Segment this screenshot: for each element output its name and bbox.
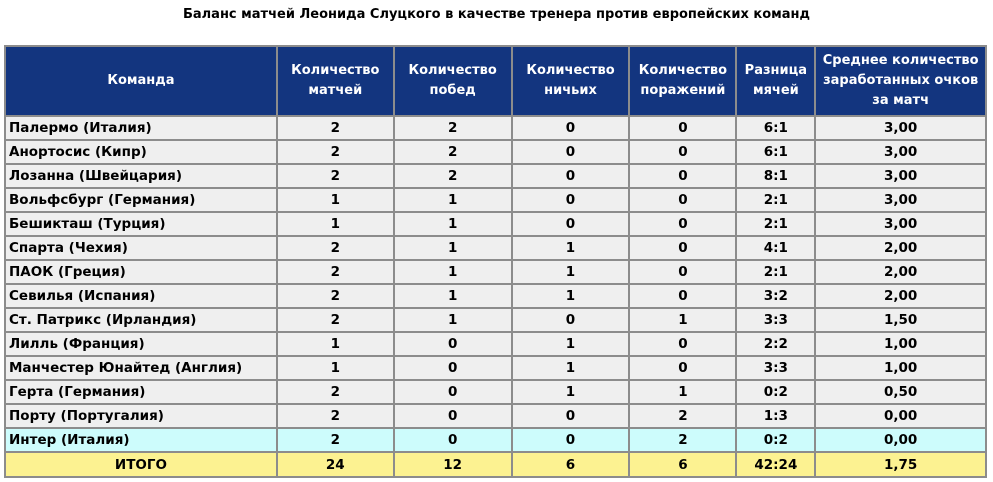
average-points-cell: 2,00 xyxy=(816,261,987,285)
matches-cell: 2 xyxy=(278,261,395,285)
wins-cell: 2 xyxy=(395,117,513,141)
team-cell: Лилль (Франция) xyxy=(6,333,278,357)
total-losses: 6 xyxy=(630,453,737,478)
goal-difference-cell: 0:2 xyxy=(737,381,816,405)
total-draws: 6 xyxy=(513,453,631,478)
team-cell: Спарта (Чехия) xyxy=(6,237,278,261)
team-cell: Лозанна (Швейцария) xyxy=(6,165,278,189)
goal-difference-cell: 6:1 xyxy=(737,117,816,141)
table-row-highlighted xyxy=(6,429,987,453)
goal-difference-cell: 1:3 xyxy=(737,405,816,429)
team-cell: Интер (Италия) xyxy=(6,429,278,453)
goal-difference-cell: 6:1 xyxy=(737,141,816,165)
team-cell: Севилья (Испания) xyxy=(6,285,278,309)
team-cell: Анортосис (Кипр) xyxy=(6,141,278,165)
team-cell: Ст. Патрикс (Ирландия) xyxy=(6,309,278,333)
losses-cell: 0 xyxy=(630,333,737,357)
average-points-cell: 2,00 xyxy=(816,237,987,261)
stats-table xyxy=(4,45,987,478)
goal-difference-cell: 2:1 xyxy=(737,189,816,213)
total-goal-difference: 42:24 xyxy=(737,453,816,478)
matches-cell: 2 xyxy=(278,237,395,261)
goal-difference-cell: 8:1 xyxy=(737,165,816,189)
draws-cell: 1 xyxy=(513,357,631,381)
draws-cell: 1 xyxy=(513,285,631,309)
table-row xyxy=(6,141,987,165)
header-average-points: Среднее количество заработанных очков за матч xyxy=(816,47,987,117)
wins-cell: 1 xyxy=(395,237,513,261)
total-label: ИТОГО xyxy=(6,453,278,478)
losses-cell: 2 xyxy=(630,405,737,429)
losses-cell: 0 xyxy=(630,237,737,261)
goal-difference-cell: 3:3 xyxy=(737,357,816,381)
wins-cell: 0 xyxy=(395,357,513,381)
average-points-cell: 1,00 xyxy=(816,333,987,357)
matches-cell: 2 xyxy=(278,429,395,453)
header-team: Команда xyxy=(6,47,278,117)
table-row xyxy=(6,117,987,141)
losses-cell: 1 xyxy=(630,381,737,405)
table-row xyxy=(6,405,987,429)
wins-cell: 1 xyxy=(395,285,513,309)
header-goal-difference: Разница мячей xyxy=(737,47,816,117)
losses-cell: 0 xyxy=(630,261,737,285)
draws-cell: 1 xyxy=(513,261,631,285)
average-points-cell: 1,00 xyxy=(816,357,987,381)
draws-cell: 1 xyxy=(513,237,631,261)
wins-cell: 1 xyxy=(395,189,513,213)
header-draws: Количество ничьих xyxy=(513,47,631,117)
average-points-cell: 3,00 xyxy=(816,165,987,189)
losses-cell: 0 xyxy=(630,117,737,141)
matches-cell: 2 xyxy=(278,117,395,141)
average-points-cell: 0,50 xyxy=(816,381,987,405)
team-cell: Вольфсбург (Германия) xyxy=(6,189,278,213)
team-cell: Бешикташ (Турция) xyxy=(6,213,278,237)
matches-cell: 2 xyxy=(278,405,395,429)
average-points-cell: 1,50 xyxy=(816,309,987,333)
matches-cell: 2 xyxy=(278,141,395,165)
table-header-row xyxy=(6,47,987,117)
draws-cell: 1 xyxy=(513,381,631,405)
average-points-cell: 0,00 xyxy=(816,429,987,453)
wins-cell: 2 xyxy=(395,141,513,165)
team-cell: Порту (Португалия) xyxy=(6,405,278,429)
total-row xyxy=(6,453,987,478)
goal-difference-cell: 4:1 xyxy=(737,237,816,261)
page-title: Баланс матчей Леонида Слуцкого в качестве тренера против европейских команд xyxy=(182,7,811,22)
table-row xyxy=(6,261,987,285)
goal-difference-cell: 0:2 xyxy=(737,429,816,453)
draws-cell: 0 xyxy=(513,117,631,141)
draws-cell: 0 xyxy=(513,309,631,333)
draws-cell: 0 xyxy=(513,165,631,189)
average-points-cell: 3,00 xyxy=(816,213,987,237)
goal-difference-cell: 3:3 xyxy=(737,309,816,333)
total-matches: 24 xyxy=(278,453,395,478)
wins-cell: 0 xyxy=(395,429,513,453)
draws-cell: 0 xyxy=(513,141,631,165)
team-cell: Палермо (Италия) xyxy=(6,117,278,141)
goal-difference-cell: 2:2 xyxy=(737,333,816,357)
table-row xyxy=(6,381,987,405)
goal-difference-cell: 3:2 xyxy=(737,285,816,309)
average-points-cell: 0,00 xyxy=(816,405,987,429)
wins-cell: 0 xyxy=(395,405,513,429)
team-cell: Манчестер Юнайтед (Англия) xyxy=(6,357,278,381)
matches-cell: 2 xyxy=(278,165,395,189)
wins-cell: 1 xyxy=(395,309,513,333)
draws-cell: 0 xyxy=(513,429,631,453)
header-wins: Количество побед xyxy=(395,47,513,117)
matches-cell: 1 xyxy=(278,189,395,213)
header-losses: Количество поражений xyxy=(630,47,737,117)
table-row xyxy=(6,165,987,189)
losses-cell: 0 xyxy=(630,285,737,309)
table-row xyxy=(6,309,987,333)
wins-cell: 0 xyxy=(395,333,513,357)
goal-difference-cell: 2:1 xyxy=(737,213,816,237)
wins-cell: 1 xyxy=(395,261,513,285)
wins-cell: 2 xyxy=(395,165,513,189)
table-row xyxy=(6,357,987,381)
total-average-points: 1,75 xyxy=(816,453,987,478)
table-row xyxy=(6,285,987,309)
losses-cell: 0 xyxy=(630,141,737,165)
average-points-cell: 3,00 xyxy=(816,189,987,213)
table-row xyxy=(6,237,987,261)
team-cell: ПАОК (Греция) xyxy=(6,261,278,285)
header-matches: Количество матчей xyxy=(278,47,395,117)
matches-cell: 2 xyxy=(278,381,395,405)
matches-cell: 2 xyxy=(278,309,395,333)
losses-cell: 0 xyxy=(630,213,737,237)
losses-cell: 0 xyxy=(630,357,737,381)
losses-cell: 1 xyxy=(630,309,737,333)
team-cell: Герта (Германия) xyxy=(6,381,278,405)
draws-cell: 0 xyxy=(513,213,631,237)
matches-cell: 1 xyxy=(278,213,395,237)
table-row xyxy=(6,333,987,357)
table-row xyxy=(6,189,987,213)
losses-cell: 0 xyxy=(630,165,737,189)
total-wins: 12 xyxy=(395,453,513,478)
average-points-cell: 2,00 xyxy=(816,285,987,309)
average-points-cell: 3,00 xyxy=(816,117,987,141)
matches-cell: 2 xyxy=(278,285,395,309)
draws-cell: 0 xyxy=(513,189,631,213)
draws-cell: 1 xyxy=(513,333,631,357)
draws-cell: 0 xyxy=(513,405,631,429)
wins-cell: 1 xyxy=(395,213,513,237)
matches-cell: 1 xyxy=(278,357,395,381)
table-row xyxy=(6,213,987,237)
goal-difference-cell: 2:1 xyxy=(737,261,816,285)
wins-cell: 0 xyxy=(395,381,513,405)
average-points-cell: 3,00 xyxy=(816,141,987,165)
matches-cell: 1 xyxy=(278,333,395,357)
losses-cell: 0 xyxy=(630,189,737,213)
losses-cell: 2 xyxy=(630,429,737,453)
